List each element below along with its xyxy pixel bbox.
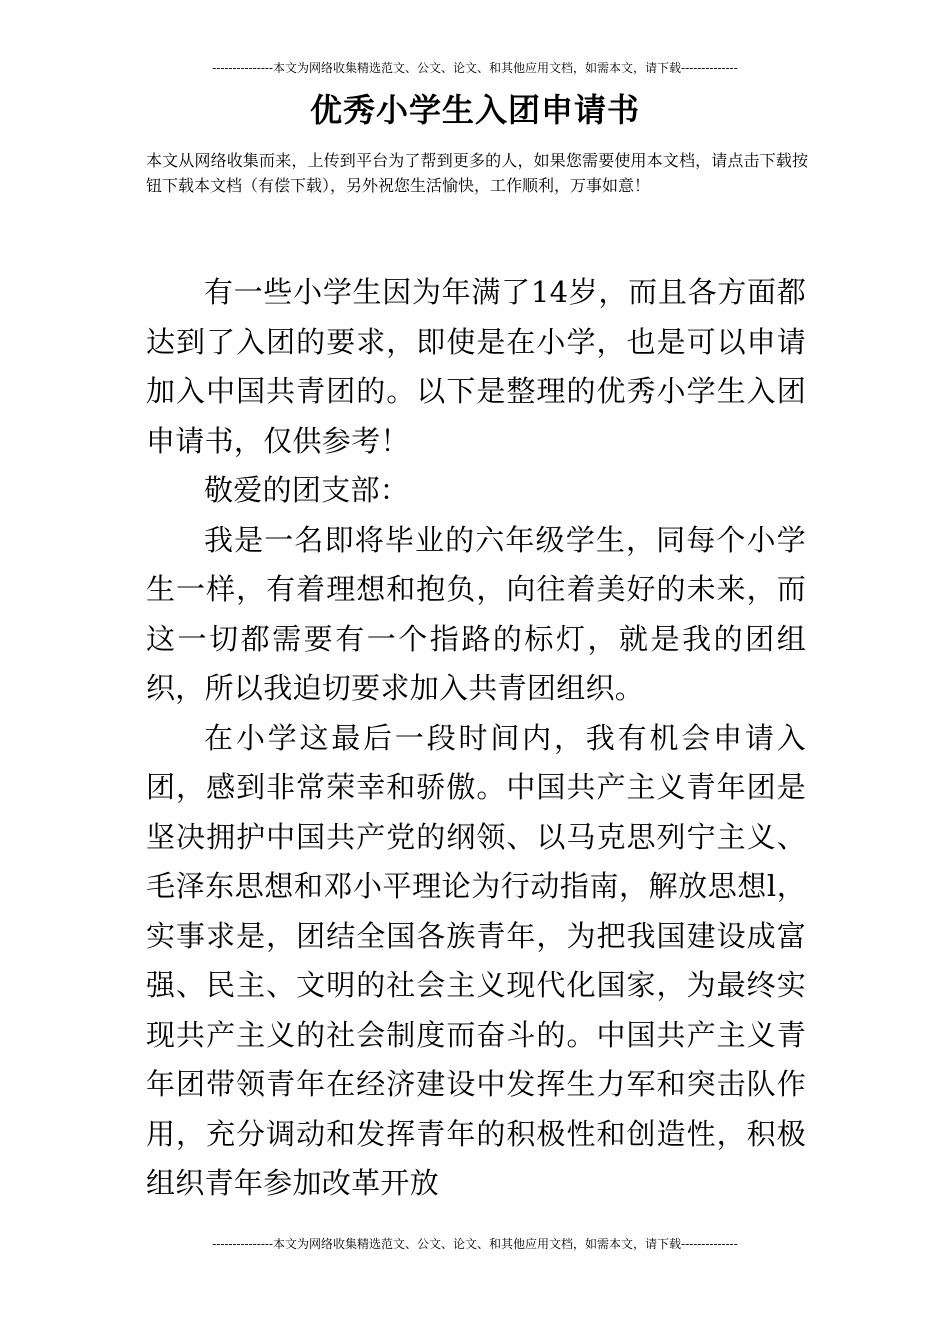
header-banner: ---------------本文为网络收集精选范文、公文、论文、和其他应用文档，如需本文，请下载-------------- [212,61,738,75]
body-paragraph: 我是一名即将毕业的六年级学生，同每个小学生一样，有着理想和抱负，向往着美好的未来，而这一切都需要有一个指路的标灯，就是我的团组织，所以我迫切要求加入共青团组织。 [146,522,806,705]
body-paragraph: 在小学这最后一段时间内，我有机会申请入团，感到非常荣幸和骄傲。中国共产主义青年团是坚决拥护中国共产党的纲领、以马克思列宁主义、毛泽东思想和邓小平理论为行动指南，解放思想l，实事求是，团结全国各族青年，为把我国建设成富强、民主、文明的社会主义现代化国家，为最终实现共产主义的社会制度而奋斗的。中国共产主义青年团带领青年在经济建设中发挥生力军和突击队作用，充分调动和发挥青年的积极性和创造性，积极组织青年参加改革开放 [146,720,806,1200]
salutation: 敬爱的团支部： [204,473,410,507]
intro-paragraph: 有一些小学生因为年满了14岁，而且各方面都达到了入团的要求，即使是在小学，也是可以申请加入中国共青团的。以下是整理的优秀小学生入团申请书，仅供参考！ [146,275,806,458]
document-title: 优秀小学生入团申请书 [309,91,640,129]
document-body [146,268,806,1209]
download-notice: 本文从网络收集而来，上传到平台为了帮到更多的人，如果您需要使用本文档，请点击下载按钮下载本文档（有偿下载），另外祝您生活愉快，工作顺利，万事如意！ [146,151,808,195]
footer-banner: ---------------本文为网络收集精选范文、公文、论文、和其他应用文档，如需本文，请下载-------------- [212,1237,738,1251]
